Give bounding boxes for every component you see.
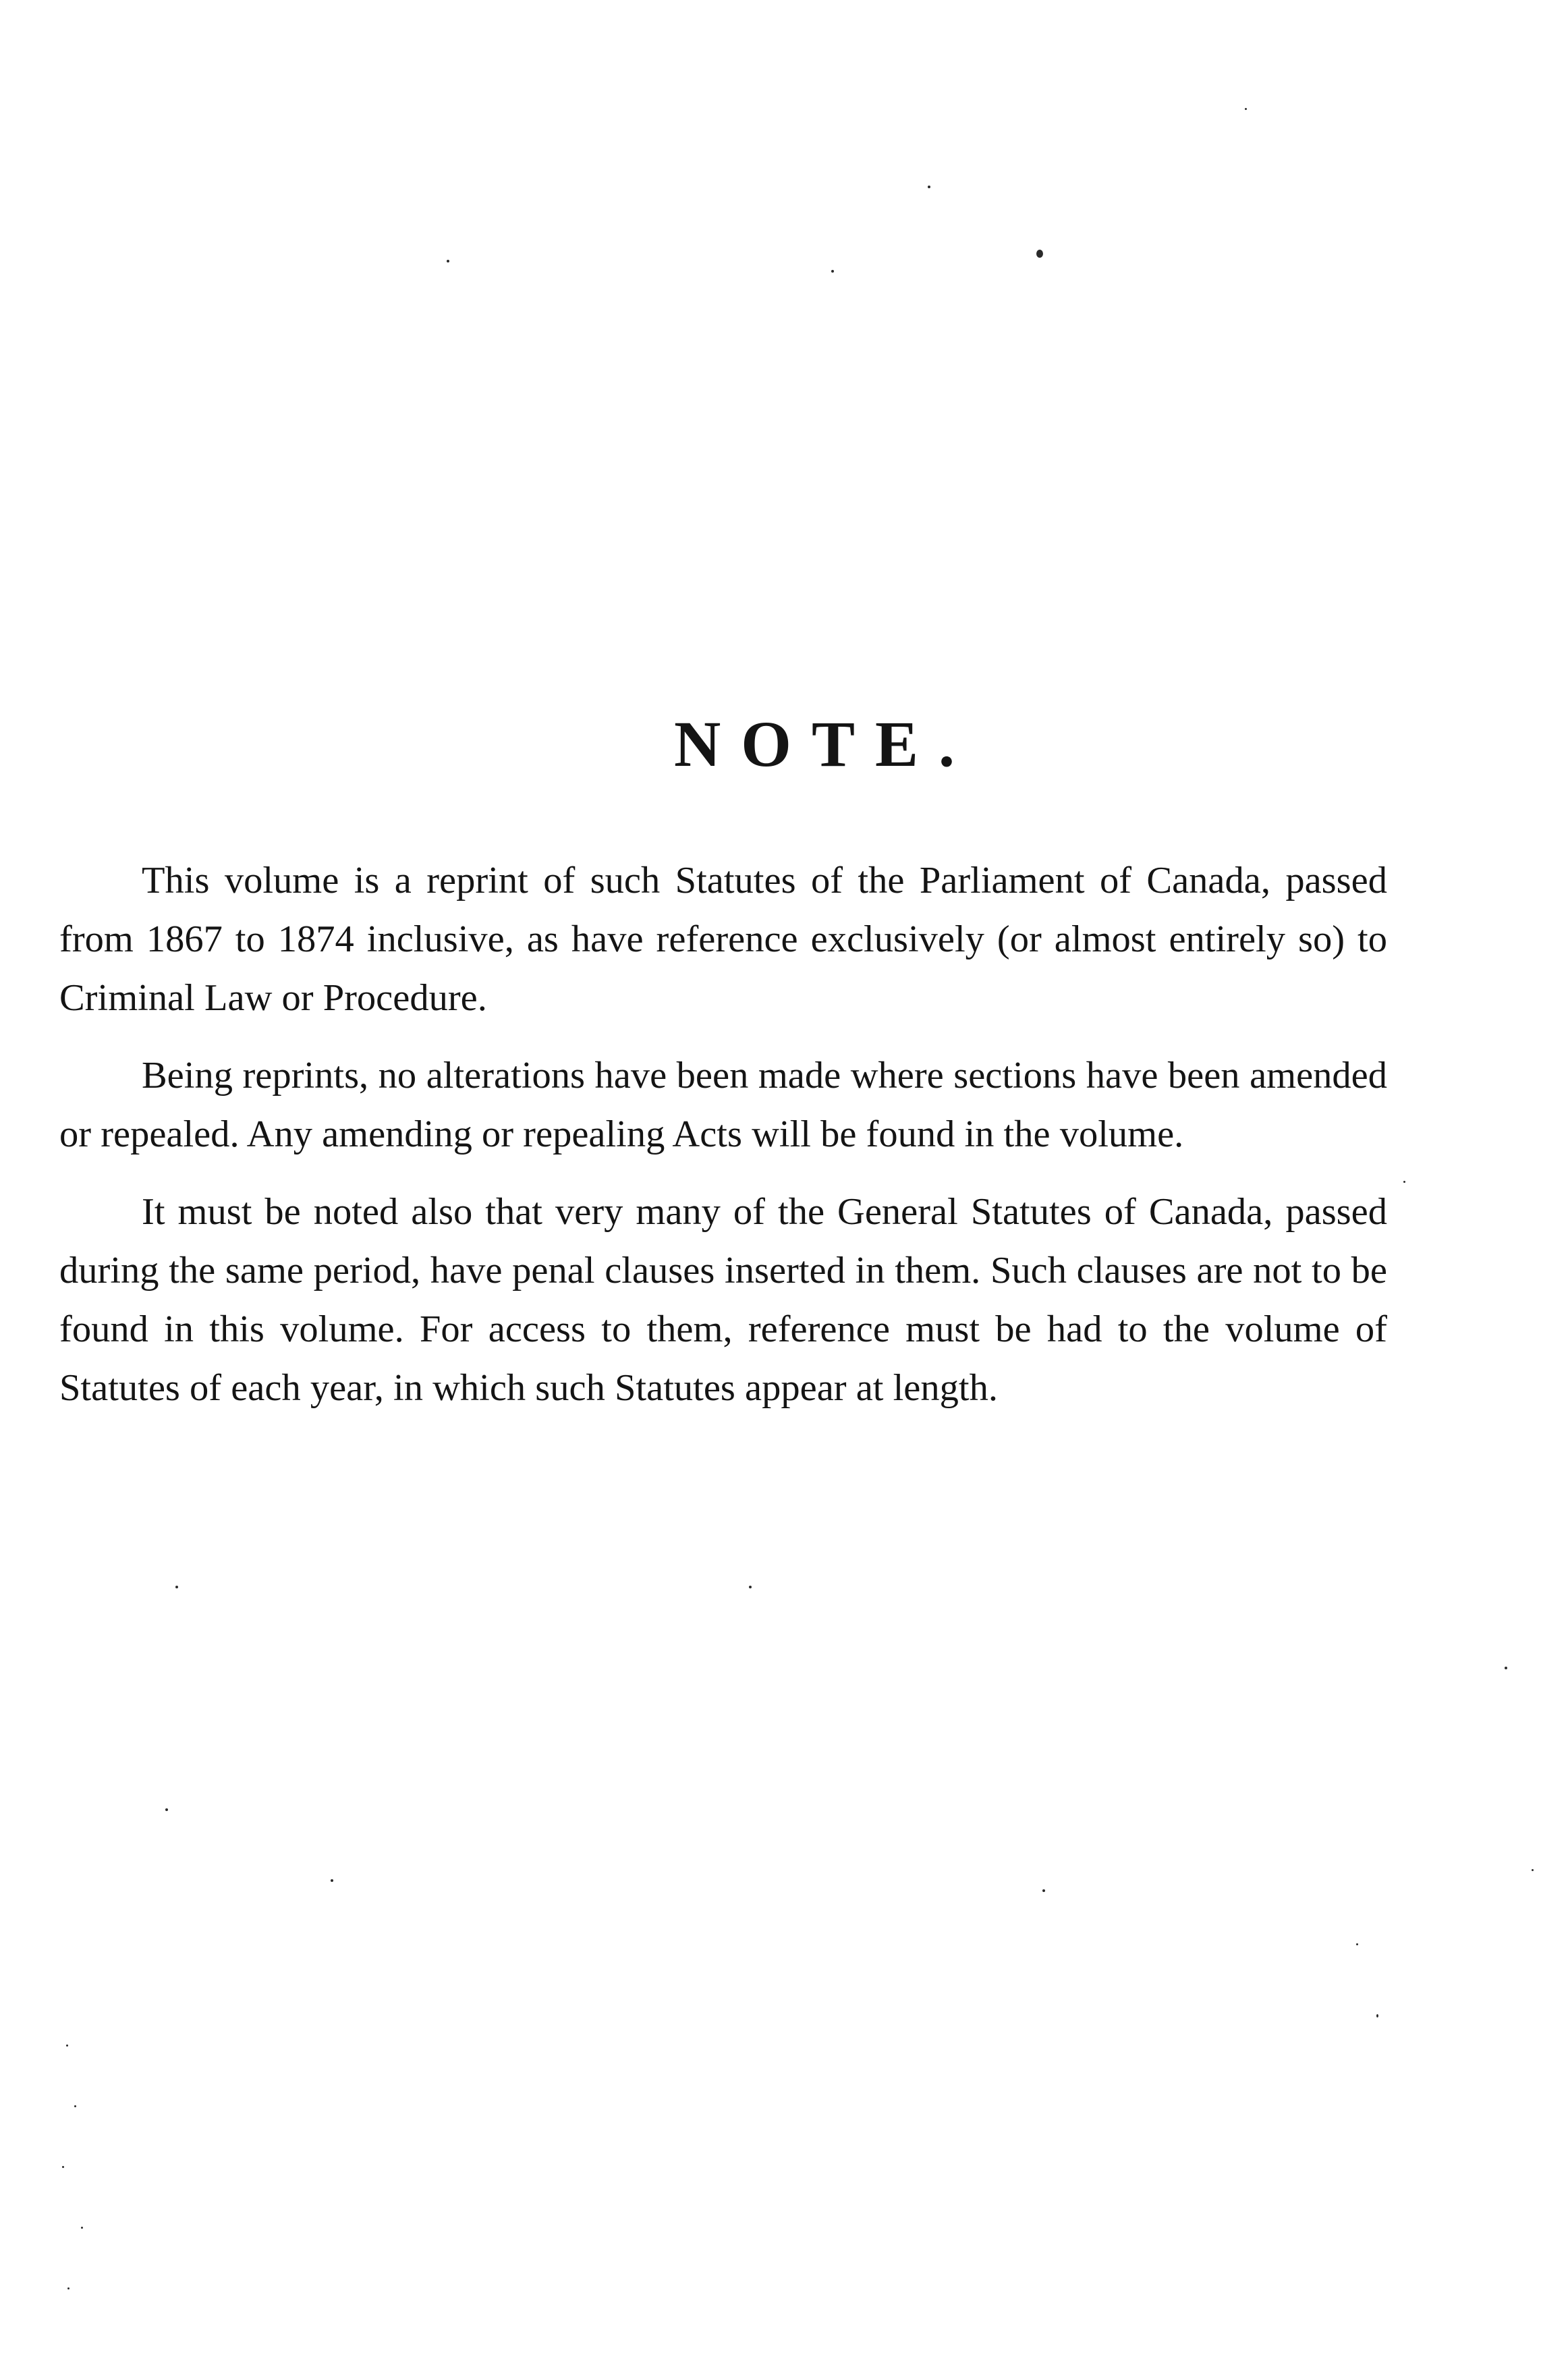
scan-speck [1505,1667,1507,1669]
scan-speck [62,2166,64,2168]
scan-speck [1356,1943,1358,1945]
scan-speck [175,1586,178,1588]
scan-speck [928,186,930,188]
note-paragraph-3: It must be noted also that very many of the General Statutes of Canada, passed during the same period, have penal clauses inserted in them. Such clauses are not to be found in this volume. For access to them, reference must be had to the volume of Statutes of each year, in which such Statutes appear at length. [59,1191,1387,1409]
scan-speck [1403,1181,1405,1183]
scan-speck [74,2105,76,2107]
scan-speck [1042,1889,1045,1892]
scan-speck [831,270,834,273]
scan-speck [165,1808,168,1811]
page-title: NOTE. [673,708,976,780]
note-paragraph-2: Being reprints, no alterations have been made where sections have been amended or repealed. Any amending or repealing Acts will be found in the volume. [59,1055,1387,1155]
scan-speck [1245,108,1247,110]
scan-speck [66,2045,68,2047]
note-paragraph-1: This volume is a reprint of such Statutes of the Parliament of Canada, passed from 1867 to 1874 inclusive, as have reference exclusively (or almost entirely so) to Criminal Law or Procedure. [59,860,1387,1019]
scan-speck [447,260,449,262]
note-body [59,852,1387,1437]
scan-speck [1376,2014,1378,2018]
scan-speck [749,1586,752,1588]
scan-speck [1036,250,1043,258]
scan-speck [331,1879,333,1882]
scan-speck [81,2227,83,2229]
scan-speck [1532,1869,1534,1871]
scan-speck [67,2287,69,2289]
